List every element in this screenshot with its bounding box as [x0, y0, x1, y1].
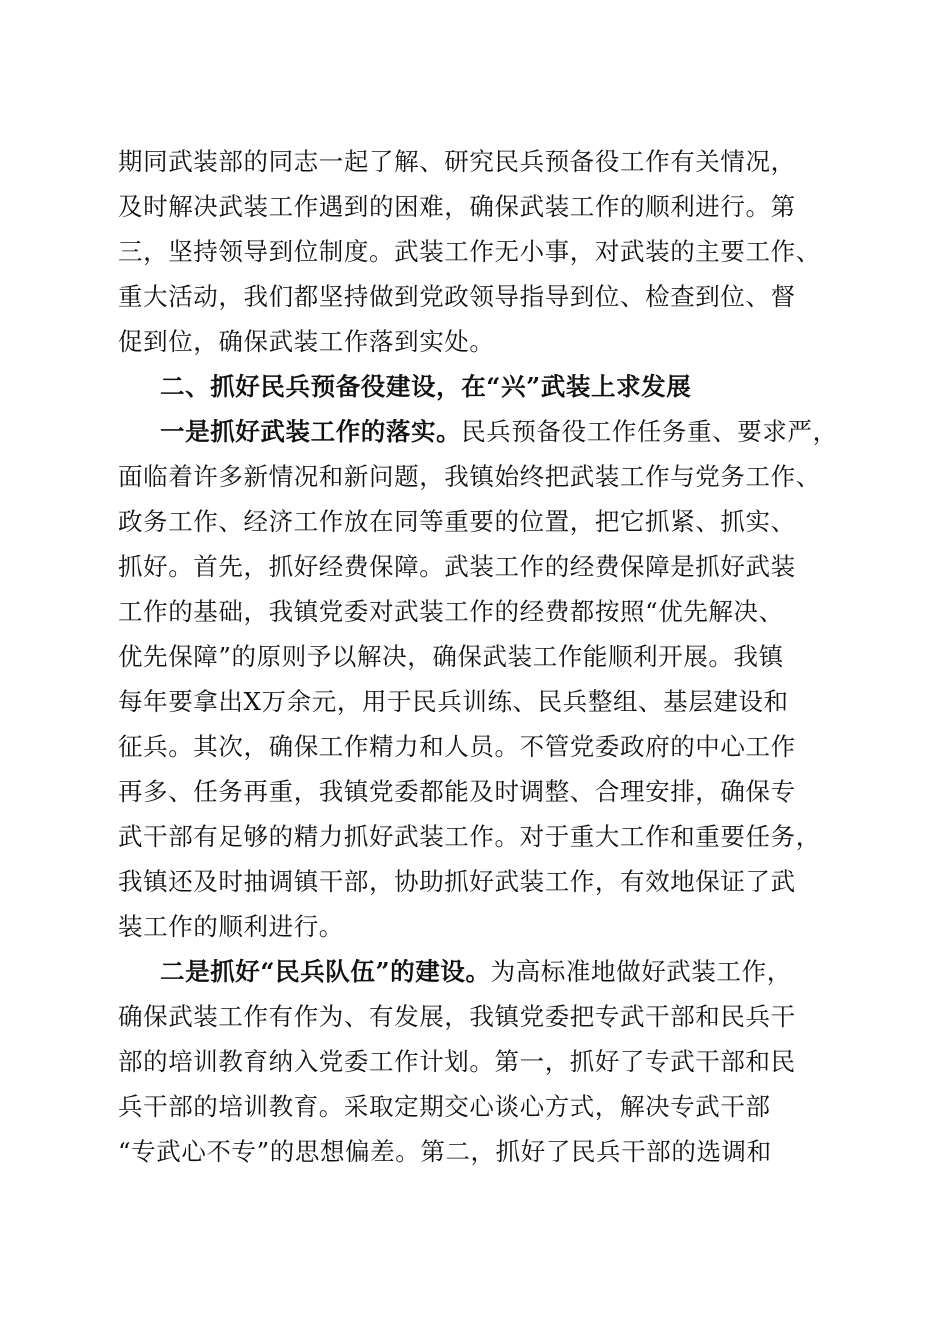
subheading-run: 二是抓好“民兵队伍”的建设。 — [160, 957, 491, 986]
text-line: 促到位，确保武装工作落到实处。 — [118, 327, 495, 356]
text-line: 政务工作、经济工作放在同等重要的位置，把它抓紧、抓实、 — [118, 507, 796, 536]
paragraph-first-line — [160, 410, 840, 454]
text-line: 再多、任务再重，我镇党委都能及时调整、合理安排，确保专 — [118, 777, 796, 806]
text-line: 期同武装部的同志一起了解、研究民兵预备役工作有关情况， — [118, 147, 796, 176]
text-line: 重大活动，我们都坚持做到党政领导指导到位、检查到位、督 — [118, 282, 796, 311]
subheading-run: 一是抓好武装工作的落实。 — [160, 417, 462, 446]
section-heading: 二、抓好民兵预备役建设，在“兴”武装上求发展 — [160, 372, 692, 401]
text-run: 民兵预备役工作任务重、要求严， — [461, 417, 838, 446]
text-line: 装工作的顺利进行。 — [118, 912, 344, 941]
text-line: 确保武装工作有作为、有发展，我镇党委把专武干部和民兵干 — [118, 1002, 796, 1031]
text-line: 优先保障”的原则予以解决，确保武装工作能顺利开展。我镇 — [118, 642, 784, 671]
text-line: 兵干部的培训教育。采取定期交心谈心方式，解决专武干部 — [118, 1092, 771, 1121]
text-line: 武干部有足够的精力抓好武装工作。对于重大工作和重要任务， — [118, 822, 821, 851]
text-line: 三，坚持领导到位制度。武装工作无小事，对武装的主要工作、 — [118, 237, 821, 266]
text-line: 面临着许多新情况和新问题，我镇始终把武装工作与党务工作、 — [118, 462, 821, 491]
text-line: 我镇还及时抽调镇干部，协助抓好武装工作，有效地保证了武 — [118, 867, 796, 896]
text-line: 及时解决武装工作遇到的困难，确保武装工作的顺利进行。第 — [118, 192, 796, 221]
paragraph-first-line — [160, 950, 840, 994]
text-run: 为高标准地做好武装工作， — [490, 957, 792, 986]
text-line: 征兵。其次，确保工作精力和人员。不管党委政府的中心工作 — [118, 732, 796, 761]
text-line: “专武心不专”的思想偏差。第二，抓好了民兵干部的选调和 — [118, 1137, 772, 1166]
text-line: 部的培训教育纳入党委工作计划。第一，抓好了专武干部和民 — [118, 1047, 796, 1076]
text-line: 每年要拿出X万余元，用于民兵训练、民兵整组、基层建设和 — [118, 687, 789, 716]
text-line: 工作的基础，我镇党委对武装工作的经费都按照“优先解决、 — [118, 597, 784, 626]
text-line: 抓好。首先，抓好经费保障。武装工作的经费保障是抓好武装 — [118, 552, 796, 581]
